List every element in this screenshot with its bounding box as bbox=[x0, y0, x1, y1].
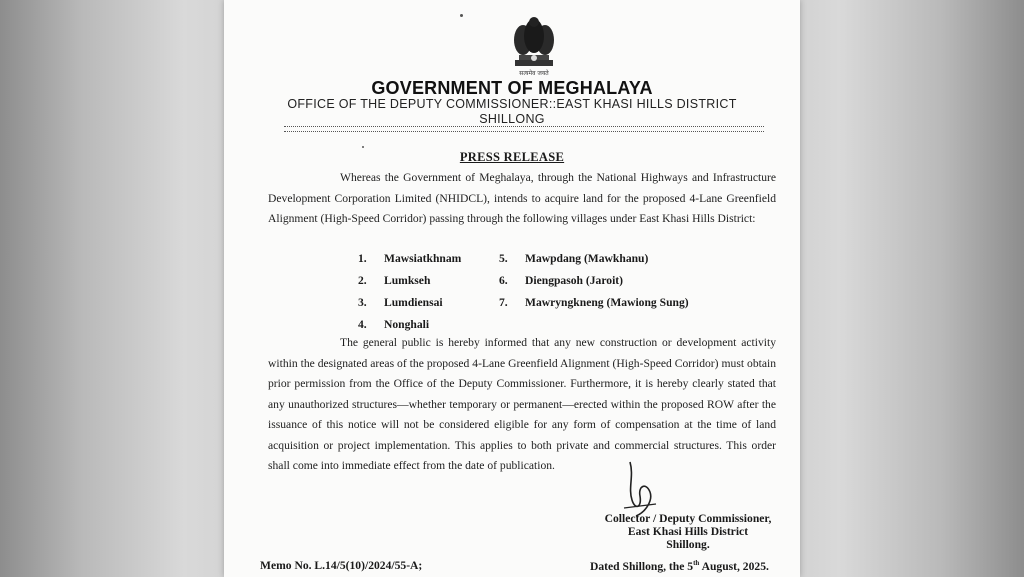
issue-date: Dated Shillong, the 5th August, 2025. bbox=[590, 559, 769, 573]
village-item: 7. Mawryngkneng (Mawiong Sung) bbox=[499, 296, 689, 309]
national-emblem-icon bbox=[509, 14, 559, 78]
signatory-city: Shillong. bbox=[666, 538, 710, 551]
paper-speck bbox=[460, 14, 463, 17]
emblem-motto: सत्यमेव जयते bbox=[519, 70, 549, 77]
notice-paragraph-text: The general public is hereby informed that any new construction or development activity within the designated areas of the proposed 4-Lane Greenfield Alignment (High-Speed Corridor) must obtain prior permission from the Office of the Deputy Commissioner. Furthermore, it is hereby clearly stated that any unauthorized structures—whether temporary or permanent—erected within the proposed ROW after the issuance of this notice will not be considered eligible for any form of compensation at the time of land acquisition or project implementation. This applies to both private and commercial structures. This order shall come into immediate effect from the date of publication. bbox=[268, 336, 776, 472]
notice-paragraph bbox=[268, 333, 776, 477]
paper-speck bbox=[362, 146, 364, 148]
signatory-district: East Khasi Hills District bbox=[627, 525, 749, 538]
village-item: 2. Lumkseh bbox=[358, 274, 431, 287]
government-title: GOVERNMENT OF MEGHALAYA bbox=[371, 78, 653, 98]
signatory-title: Collector / Deputy Commissioner, bbox=[604, 512, 772, 525]
office-name: OFFICE OF THE DEPUTY COMMISSIONER::EAST KHASI HILLS DISTRICT bbox=[287, 97, 737, 111]
village-item: 6. Diengpasoh (Jaroit) bbox=[499, 274, 624, 287]
village-item: 5. Mawpdang (Mawkhanu) bbox=[499, 252, 649, 265]
intro-paragraph bbox=[268, 168, 776, 230]
memo-number: Memo No. L.14/5(10)/2024/55-A; bbox=[260, 559, 423, 572]
village-item: 3. Lumdiensai bbox=[358, 296, 443, 309]
village-item: 1. Mawsiatkhnam bbox=[358, 252, 462, 265]
press-release-document bbox=[224, 0, 800, 577]
village-item: 4. Nonghali bbox=[358, 318, 430, 331]
header-divider bbox=[284, 126, 764, 132]
intro-paragraph-text: Whereas the Government of Meghalaya, through the National Highways and Infrastructure Development Corporation Limited (NHIDCL), intends to acquire land for the proposed 4-Lane Greenfield Alignment (High-Speed Corridor) passing through the following villages under East Khasi Hills District: bbox=[268, 171, 776, 225]
press-release-title: PRESS RELEASE bbox=[459, 150, 565, 164]
office-city: SHILLONG bbox=[479, 112, 545, 126]
